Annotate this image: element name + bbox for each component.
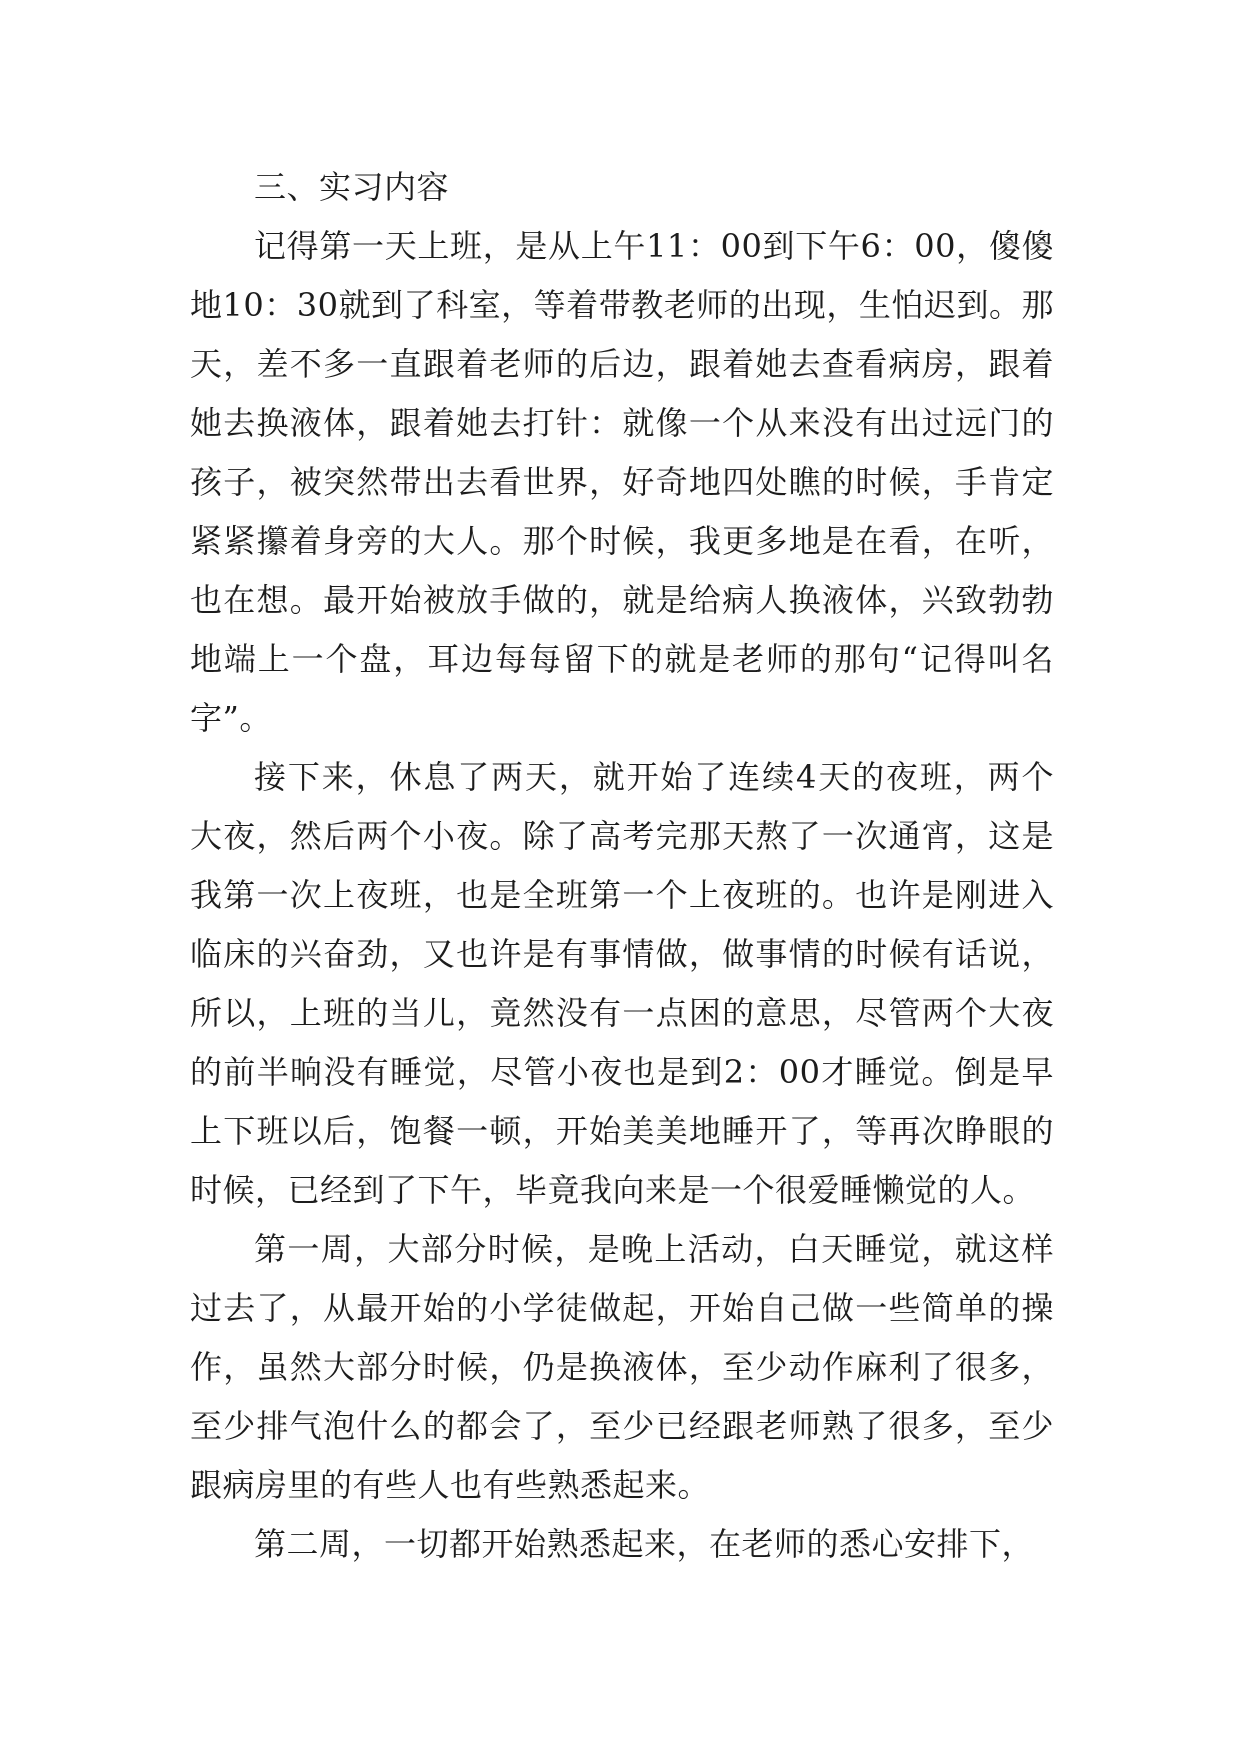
paragraph-first-week: 第一周，大部分时候，是晚上活动，白天睡觉，就这样过去了，从最开始的小学徒做起，开始自己做一些简单的操作，虽然大部分时候，仍是换液体，至少动作麻利了很多，至少排气泡什么的都会了，至少已经跟老师熟了很多，至少跟病房里的有些人也有些熟悉起来。 (190, 1230, 1054, 1504)
document-body (190, 158, 1054, 1574)
paragraph-first-day: 记得第一天上班，是从上午11：00到下午6：00，傻傻地10：30就到了科室，等着带教老师的出现，生怕迟到。那天，差不多一直跟着老师的后边，跟着她去查看病房，跟着她去换液体，跟着她去打针：就像一个从来没有出过远门的孩子，被突然带出去看世界，好奇地四处瞧的时候，手肯定紧紧攥着身旁的大人。那个时候，我更多地是在看，在听，也在想。最开始被放手做的，就是给病人换液体，兴致勃勃地端上一个盘，耳边每每留下的就是老师的那句“记得叫名字”。 (190, 227, 1054, 737)
paragraph-night-shift: 接下来，休息了两天，就开始了连续4天的夜班，两个大夜，然后两个小夜。除了高考完那天熬了一次通宵，这是我第一次上夜班，也是全班第一个上夜班的。也许是刚进入临床的兴奋劲，又也许是有事情做，做事情的时候有话说，所以，上班的当儿，竟然没有一点困的意思，尽管两个大夜的前半晌没有睡觉，尽管小夜也是到2：00才睡觉。倒是早上下班以后，饱餐一顿，开始美美地睡开了，等再次睁眼的时候，已经到了下午，毕竟我向来是一个很爱睡懒觉的人。 (190, 758, 1054, 1209)
section-heading: 三、实习内容 (254, 168, 450, 206)
paragraph-second-week: 第二周，一切都开始熟悉起来，在老师的悉心安排下， (254, 1525, 1035, 1563)
